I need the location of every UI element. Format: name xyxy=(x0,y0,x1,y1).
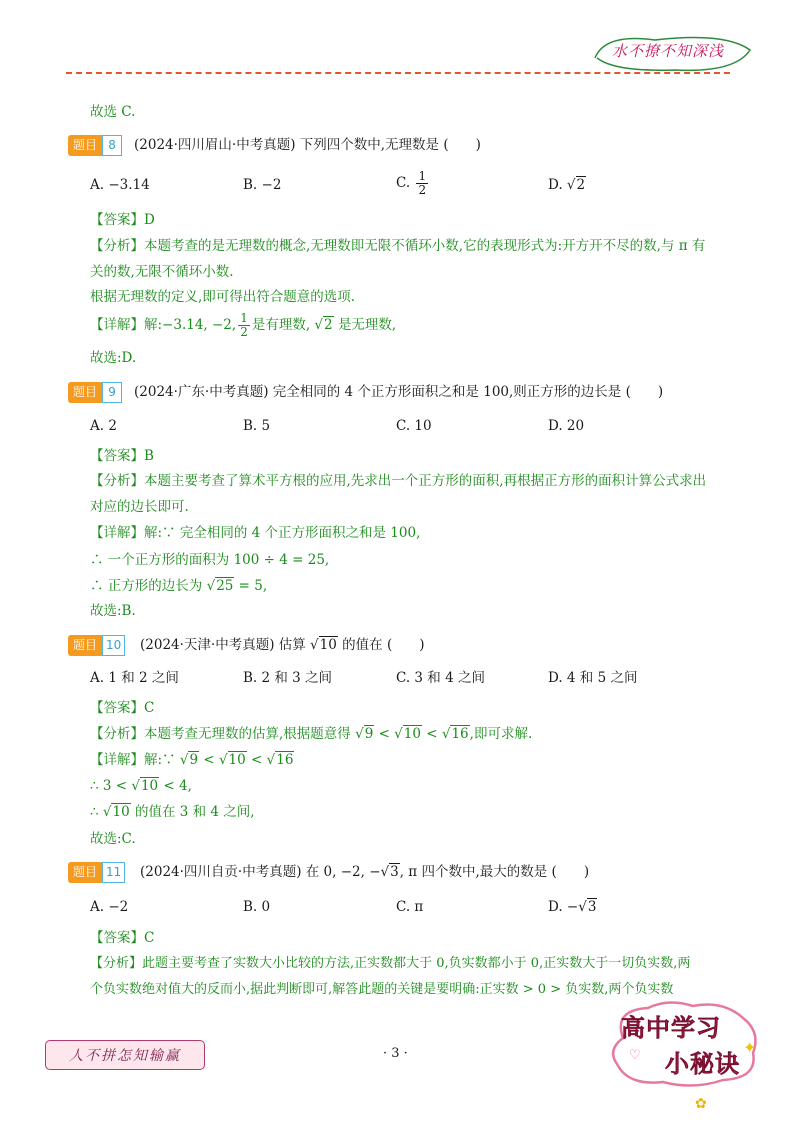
option-a: A. −2 xyxy=(90,899,129,915)
footer-slogan-box xyxy=(45,1040,205,1070)
study-tips-badge xyxy=(603,998,763,1090)
fraction: $\frac{1}{2}$ xyxy=(418,169,427,197)
detail-line-1: 【详解】解:∵ 完全相同的 4 个正方形面积之和是 100, xyxy=(90,525,421,541)
detail-line-2: ∴ 3 < √10 < 4, xyxy=(90,778,192,794)
badge-line-2: 小秘诀 xyxy=(665,1050,740,1078)
detail-line-3: ∴ √10 的值在 3 和 4 之间, xyxy=(90,804,255,820)
detail-line-2: ∴ 一个正方形的面积为 100 ÷ 4 = 25, xyxy=(90,552,330,568)
option-b: B. 2 和 3 之间 xyxy=(243,670,333,686)
analysis-line-1: 【分析】本题考查的是无理数的概念,无理数即无限不循环小数,它的表现形式为:开方开不尽的数,与 π 有 xyxy=(90,238,706,254)
detail-line-1: 【详解】解:∵ √9 < √10 < √16 xyxy=(90,752,294,768)
analysis-line-2: 关的数,无限不循环小数. xyxy=(90,264,234,280)
heart-icon: ♡ xyxy=(629,1048,641,1063)
conclusion: 故选:B. xyxy=(90,603,136,619)
option-d: D. √2 xyxy=(548,177,586,193)
question-stem: (2024·四川眉山·中考真题) 下列四个数中,无理数是 ( ) xyxy=(134,137,481,153)
question-tag-11 xyxy=(68,862,128,883)
answer: 【答案】D xyxy=(90,212,155,228)
detail-line: 【详解】解:−3.14, −2, $\frac{1}{2}$ 是有理数, √2 是无理数, xyxy=(90,311,397,339)
header-slogan: 水不撩不知深浅 xyxy=(612,42,725,60)
option-a: A. 2 xyxy=(90,418,117,434)
sparkle-icon: ✦ xyxy=(743,1038,757,1057)
page-number: · 3 · xyxy=(383,1046,408,1061)
detail-line-3: ∴ 正方形的边长为 √25 = 5, xyxy=(90,578,268,594)
question-number: 11 xyxy=(102,862,125,883)
question-tag-label: 题目 xyxy=(68,382,102,403)
option-c: C. 10 xyxy=(396,418,432,434)
answer: 【答案】C xyxy=(90,930,155,946)
conclusion: 故选:D. xyxy=(90,350,137,366)
badge-line-1: 高中学习 xyxy=(621,1014,721,1042)
option-c: C. 3 和 4 之间 xyxy=(396,670,485,686)
footer-slogan: 人不拼怎知输赢 xyxy=(69,1048,181,1064)
option-d: D. 20 xyxy=(548,418,585,434)
answer: 【答案】C xyxy=(90,700,155,716)
option-b: B. −2 xyxy=(243,177,282,193)
question-tag-label: 题目 xyxy=(68,862,102,883)
analysis-line-1: 【分析】此题主要考查了实数大小比较的方法,正实数都大于 0,负实数都小于 0,正实数大于一切负实数,两 xyxy=(90,956,691,971)
question-number: 10 xyxy=(102,635,125,656)
option-b: B. 5 xyxy=(243,418,271,434)
question-tag-10 xyxy=(68,635,128,656)
analysis-line-3: 根据无理数的定义,即可得出符合题意的选项. xyxy=(90,289,356,305)
option-a: A. −3.14 xyxy=(90,177,150,193)
analysis-line-1: 【分析】本题主要考查了算术平方根的应用,先求出一个正方形的面积,再根据正方形的面积计算公式求出 xyxy=(90,473,707,489)
analysis-line: 【分析】本题考查无理数的估算,根据题意得 √9 < √10 < √16,即可求解. xyxy=(90,726,533,742)
answer: 【答案】B xyxy=(90,448,154,464)
option-b: B. 0 xyxy=(243,899,271,915)
question-stem: (2024·天津·中考真题) 估算 √10 的值在 ( ) xyxy=(140,637,425,653)
option-d: D. −√3 xyxy=(548,899,597,915)
prev-conclusion: 故选 C. xyxy=(90,104,136,120)
option-d: D. 4 和 5 之间 xyxy=(548,670,638,686)
question-tag-8 xyxy=(68,135,128,156)
question-number: 9 xyxy=(102,382,122,403)
question-tag-label: 题目 xyxy=(68,635,102,656)
option-c: C. π xyxy=(396,899,424,915)
option-a: A. 1 和 2 之间 xyxy=(90,670,179,686)
fraction: $\frac{1}{2}$ xyxy=(240,311,248,339)
question-tag-label: 题目 xyxy=(68,135,102,156)
question-stem: (2024·广东·中考真题) 完全相同的 4 个正方形面积之和是 100,则正方形的边长是 ( ) xyxy=(134,384,664,400)
analysis-line-2: 个负实数绝对值大的反而小,据此判断即可,解答此题的关键是要明确:正实数 > 0 > 负实数,两个负实数 xyxy=(90,982,674,997)
option-c: C. $\frac{1}{2}$ xyxy=(396,169,427,197)
analysis-line-2: 对应的边长即可. xyxy=(90,499,189,515)
question-stem: (2024·四川自贡·中考真题) 在 0, −2, −√3, π 四个数中,最大的数是 ( ) xyxy=(140,864,590,880)
conclusion: 故选:C. xyxy=(90,831,136,847)
question-number: 8 xyxy=(102,135,122,156)
flower-icon: ✿ xyxy=(695,1096,707,1112)
question-tag-9 xyxy=(68,382,128,403)
